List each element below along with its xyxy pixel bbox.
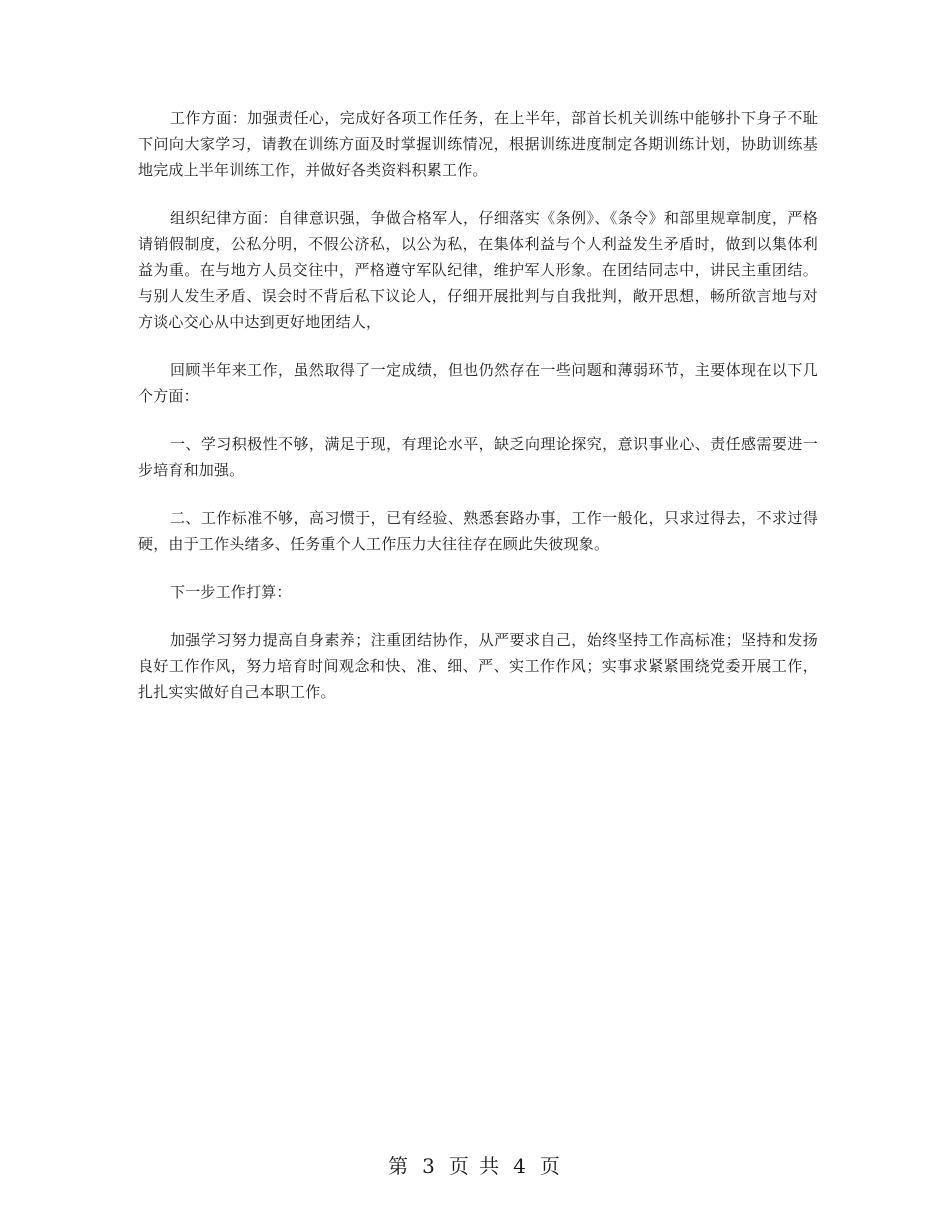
page-label-middle: 页 共 (448, 1154, 502, 1178)
page-label-prefix: 第 (388, 1154, 411, 1178)
paragraph-next-steps: 加强学习努力提高自身素养；注重团结协作，从严要求自己，始终坚持工作高标准；坚持和发扬良好工作作风，努力培育时间观念和快、准、细、严、实工作作风；实事求紧紧围绕党委开展工作，扎扎实实做好自己本职工作。 (138, 631, 818, 701)
paragraph-issue-one: 一、学习积极性不够，满足于现，有理论水平，缺乏向理论探究，意识事业心、责任感需要进一步培育和加强。 (138, 435, 818, 479)
current-page-number: 3 (422, 1154, 437, 1178)
paragraph-discipline-aspect: 组织纪律方面：自律意识强，争做合格军人，仔细落实《条例》、《条令》和部里规章制度，严格请销假制度，公私分明，不假公济私，以公为私，在集体利益与个人利益发生矛盾时，做到以集体利益为重。在与地方人员交往中，严格遵守军队纪律，维护军人形象。在团结同志中，讲民主重团结。与别人发生矛盾、误会时不背后私下议论人，仔细开展批判与自我批判，敞开思想，畅所欲言地与对方谈心交心从中达到更好地团结人， (138, 209, 818, 331)
page-label-suffix: 页 (539, 1154, 562, 1178)
document-body (138, 105, 818, 727)
paragraph-next-steps-heading: 下一步工作打算： (170, 583, 292, 601)
total-pages-number: 4 (513, 1154, 528, 1178)
page-footer (0, 1150, 950, 1179)
paragraph-work-aspect: 工作方面：加强责任心，完成好各项工作任务，在上半年，部首长机关训练中能够扑下身子不耻下问向大家学习，请教在训练方面及时掌握训练情况，根据训练进度制定各期训练计划，协助训练基地完成上半年训练工作，并做好各类资料积累工作。 (138, 109, 818, 179)
paragraph-issue-two: 二、工作标准不够，高习惯于，已有经验、熟悉套路办事，工作一般化，只求过得去，不求过得硬，由于工作头绪多、任务重个人工作压力大往往存在顾此失彼现象。 (138, 509, 818, 553)
paragraph-review: 回顾半年来工作，虽然取得了一定成绩，但也仍然存在一些问题和薄弱环节，主要体现在以下几个方面： (138, 361, 818, 405)
